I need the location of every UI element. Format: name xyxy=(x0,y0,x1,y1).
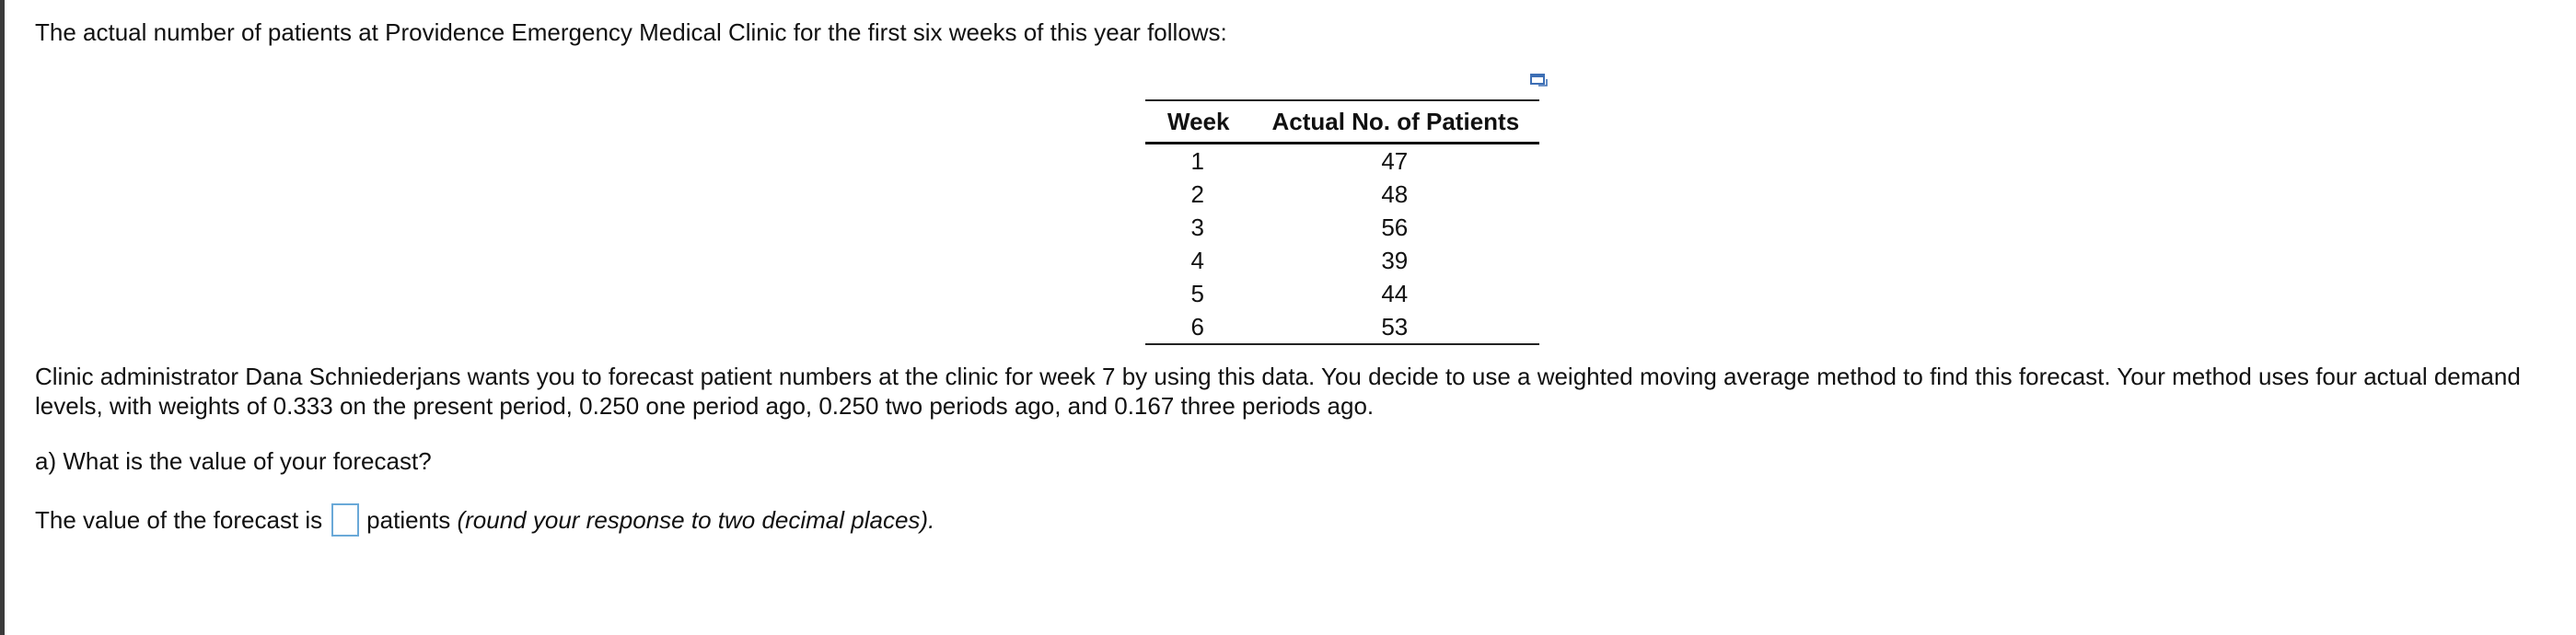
cell-week: 5 xyxy=(1190,280,1204,307)
cell-week: 6 xyxy=(1145,310,1249,344)
table-row xyxy=(1145,178,1539,211)
header-week: Week xyxy=(1145,100,1249,144)
table-row xyxy=(1145,211,1539,244)
answer-prefix: The value of the forecast is xyxy=(35,506,323,534)
cell-week: 1 xyxy=(1190,147,1204,175)
answer-suffix: patients xyxy=(366,506,451,534)
cell-patients: 47 xyxy=(1381,147,1409,175)
answer-line xyxy=(35,502,934,538)
forecast-answer-input[interactable] xyxy=(331,503,359,537)
problem-intro: The actual number of patients at Providence Emergency Medical Clinic for the first six weeks of this year follows: xyxy=(35,18,1227,46)
answer-hint: (round your response to two decimal places). xyxy=(457,506,935,534)
cell-week: 4 xyxy=(1190,247,1204,274)
header-patients: Actual No. of Patients xyxy=(1249,100,1539,144)
cell-patients: 44 xyxy=(1381,280,1409,307)
patients-table xyxy=(1145,99,1539,345)
table-header-row xyxy=(1145,100,1539,144)
cell-patients: 53 xyxy=(1249,310,1539,344)
table-row xyxy=(1145,310,1539,344)
question-a: a) What is the value of your forecast? xyxy=(35,447,432,475)
table-row xyxy=(1145,277,1539,310)
problem-description: Clinic administrator Dana Schniederjans wants you to forecast patient numbers at the clinic for week 7 by using this data. You decide to use a weighted moving average method to find this forecast. Your method uses four actual demand levels, with weights of 0.333 on the present period, 0.250 one period ago, 0.250 two periods ago, and 0.167 three periods ago. xyxy=(35,363,2521,420)
cell-patients: 48 xyxy=(1381,180,1409,208)
cell-week: 2 xyxy=(1190,180,1204,208)
table-row xyxy=(1145,144,1539,179)
popout-window-icon[interactable] xyxy=(1530,74,1549,88)
cell-patients: 39 xyxy=(1381,247,1409,274)
table-row xyxy=(1145,244,1539,277)
cell-patients: 56 xyxy=(1381,214,1409,241)
left-border xyxy=(0,0,5,635)
cell-week: 3 xyxy=(1190,214,1204,241)
